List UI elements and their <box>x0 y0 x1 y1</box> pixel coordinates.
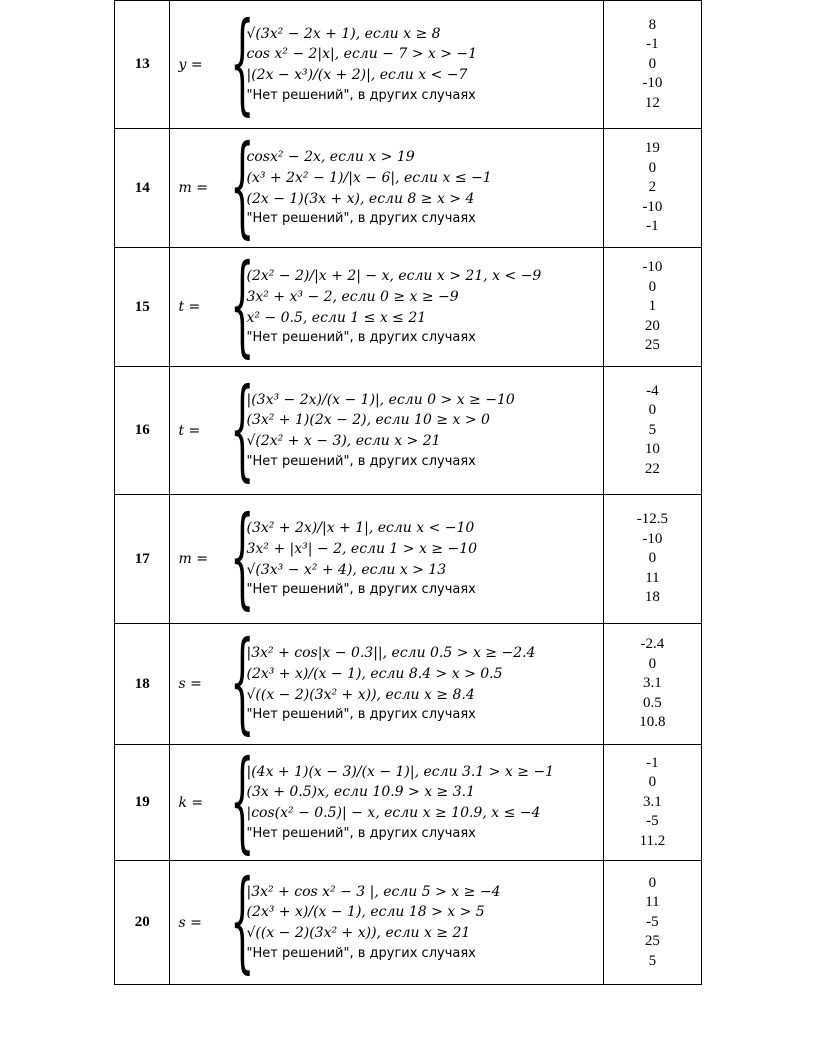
formula-case: (3x + 0.5)x, если 10.9 > x ≥ 3.1 <box>246 784 476 801</box>
formula-case: |3x² + cos x² − 3 |, если 5 > x ≥ −4 <box>246 883 501 900</box>
formula-case: x² − 0.5, если 1 ≤ x ≤ 21 <box>246 309 427 326</box>
formula-case: 3x² + x³ − 2, если 0 ≥ x ≥ −9 <box>246 288 459 305</box>
test-value: -10 <box>642 75 663 92</box>
test-values <box>603 495 701 624</box>
piecewise-formula <box>170 1 603 129</box>
piecewise-formula <box>170 363 603 495</box>
task-number: 19 <box>115 745 170 861</box>
task-row <box>115 861 702 985</box>
formula-cases <box>244 882 500 964</box>
formula-case: "Нет решений", в других случаях <box>246 707 476 723</box>
formula-case: "Нет решений", в других случаях <box>246 945 476 961</box>
test-value: 0 <box>648 278 657 295</box>
test-values <box>603 861 701 985</box>
formula-case: cosx² − 2x, если x > 19 <box>246 149 415 165</box>
formula-cases <box>244 390 514 472</box>
test-value: 3.1 <box>643 793 662 810</box>
formula-case: "Нет решений", в других случаях <box>246 453 476 469</box>
test-value: 0 <box>648 159 657 176</box>
test-value: 0 <box>648 655 657 672</box>
piecewise-formula <box>170 240 603 368</box>
piecewise-formula <box>170 617 603 745</box>
formula-case: √((x − 2)(3x² + x)), если x ≥ 21 <box>246 925 471 942</box>
test-value: 0 <box>648 55 657 72</box>
formula-case: (3x² + 1)(2x − 2), если 10 ≥ x > 0 <box>246 412 490 429</box>
formula-case: (2x − 1)(3x + x), если 8 ≥ x > 4 <box>246 190 475 207</box>
function-variable: t = <box>178 299 201 315</box>
task-number: 17 <box>115 495 170 624</box>
test-value: 0 <box>648 402 657 419</box>
task-row <box>115 745 702 861</box>
formula-case: √(3x² − 2x + 1), если x ≥ 8 <box>246 25 441 42</box>
test-value: 1 <box>648 298 657 315</box>
left-brace-icon: { <box>230 735 255 864</box>
formula-case: (3x² + 2x)/|x + 1|, если x < −10 <box>246 520 475 536</box>
formula-case: √((x − 2)(3x² + x)), если x ≥ 8.4 <box>246 686 475 703</box>
function-variable: t = <box>178 422 201 439</box>
test-value: -1 <box>646 218 659 235</box>
formula-case: |(2x − x³)/(x + 2)|, если x < −7 <box>246 67 468 84</box>
left-brace-icon: { <box>230 0 255 126</box>
piecewise-formula <box>170 735 603 864</box>
task-number: 16 <box>115 367 170 495</box>
test-value: -5 <box>646 813 659 830</box>
test-value: 11 <box>645 894 660 911</box>
formula-case: |(4x + 1)(x − 3)/(x − 1)|, если 3.1 > x ≥ −1 <box>246 763 555 780</box>
task-number: 13 <box>115 1 170 129</box>
test-value: 0 <box>648 550 657 567</box>
left-brace-icon: { <box>230 121 255 249</box>
function-variable: k = <box>178 794 204 811</box>
formula-case: √(2x² + x − 3), если x > 21 <box>246 433 441 450</box>
test-value: -10 <box>642 530 663 547</box>
function-variable: y = <box>178 56 203 73</box>
test-value: 5 <box>648 421 657 438</box>
left-brace-icon: { <box>230 240 255 368</box>
test-value: 5 <box>648 952 657 969</box>
formula-cases <box>244 643 535 725</box>
task-row <box>115 624 702 745</box>
test-values <box>603 1 701 129</box>
test-value: 10 <box>644 441 660 458</box>
formula-case: |(3x³ − 2x)/(x − 1)|, если 0 > x ≥ −10 <box>246 391 515 408</box>
piecewise-formula <box>170 855 603 985</box>
function-variable: s = <box>178 914 202 931</box>
formula-case: (2x³ + x)/(x − 1), если 8.4 > x > 0.5 <box>246 665 503 682</box>
formula-case: 3x² + |x³| − 2, если 1 > x ≥ −10 <box>246 540 478 557</box>
task-row <box>115 129 702 248</box>
task-row <box>115 248 702 367</box>
task-number: 15 <box>115 248 170 367</box>
left-brace-icon: { <box>230 617 255 745</box>
task-number: 20 <box>115 861 170 985</box>
test-value: 0 <box>648 774 657 791</box>
formula-case: (2x² − 2)/|x + 2| − x, если x > 21, x < −9 <box>246 268 542 284</box>
formula-cases <box>244 24 477 106</box>
test-values <box>603 745 701 861</box>
test-value: 8 <box>648 16 657 33</box>
test-values <box>603 367 701 495</box>
formula-case: "Нет решений", в других случаях <box>246 582 476 598</box>
test-values <box>603 624 701 745</box>
test-value: -1 <box>646 36 659 53</box>
test-values <box>603 248 701 367</box>
piecewise-formula <box>170 492 603 624</box>
formula-case: cos x² − 2|x|, если − 7 > x > −1 <box>246 46 478 63</box>
tasks-table <box>114 0 702 985</box>
test-value: 0 <box>648 874 657 891</box>
test-value: 18 <box>644 589 660 606</box>
test-value: -12.5 <box>636 511 669 528</box>
task-row <box>115 367 702 495</box>
formula-case: |3x² + cos|x − 0.3||, если 0.5 > x ≥ −2.4 <box>246 645 536 661</box>
test-value: 3.1 <box>643 675 662 692</box>
task-number: 14 <box>115 129 170 248</box>
function-variable: m = <box>178 551 208 567</box>
test-value: 12 <box>644 94 660 111</box>
left-brace-icon: { <box>230 363 255 492</box>
test-value: 25 <box>644 337 660 354</box>
test-value: -2.4 <box>640 636 665 653</box>
formula-case: |cos(x² − 0.5)| − x, если x ≥ 10.9, x ≤ −4 <box>246 805 541 822</box>
piecewise-formula <box>170 121 603 249</box>
test-value: 20 <box>644 317 660 334</box>
formula-case: "Нет решений", в других случаях <box>246 211 476 227</box>
test-value: 11.2 <box>639 832 666 849</box>
formula-case: "Нет решений", в других случаях <box>246 825 476 841</box>
formula-case: "Нет решений", в других случаях <box>246 330 476 346</box>
left-brace-icon: { <box>230 492 255 620</box>
test-value: -5 <box>646 913 659 930</box>
test-value: 0.5 <box>643 694 662 711</box>
task-row <box>115 1 702 129</box>
test-value: 25 <box>644 933 660 950</box>
formula-case: "Нет решений", в других случаях <box>246 87 476 103</box>
formula-cases <box>244 762 554 844</box>
formula-case: √(3x³ − x² + 4), если x > 13 <box>246 561 447 578</box>
test-value: -1 <box>646 754 659 771</box>
test-value: -10 <box>642 198 663 215</box>
formula-cases <box>244 266 541 348</box>
left-brace-icon: { <box>230 855 255 984</box>
formula-case: (2x³ + x)/(x − 1), если 18 > x > 5 <box>246 904 485 921</box>
test-values <box>603 129 701 248</box>
formula-case: (x³ + 2x² − 1)/|x − 6|, если x ≤ −1 <box>246 169 492 186</box>
test-value: -10 <box>642 259 663 276</box>
task-row <box>115 495 702 624</box>
function-variable: s = <box>178 676 202 692</box>
test-value: 11 <box>645 569 660 586</box>
test-value: 10.8 <box>639 714 666 731</box>
formula-cases <box>244 518 477 600</box>
test-value: 19 <box>644 140 660 157</box>
task-number: 18 <box>115 624 170 745</box>
function-variable: m = <box>178 180 208 196</box>
test-value: 22 <box>644 460 660 477</box>
test-value: -4 <box>646 382 659 399</box>
formula-cases <box>244 147 491 229</box>
test-value: 2 <box>648 179 657 196</box>
